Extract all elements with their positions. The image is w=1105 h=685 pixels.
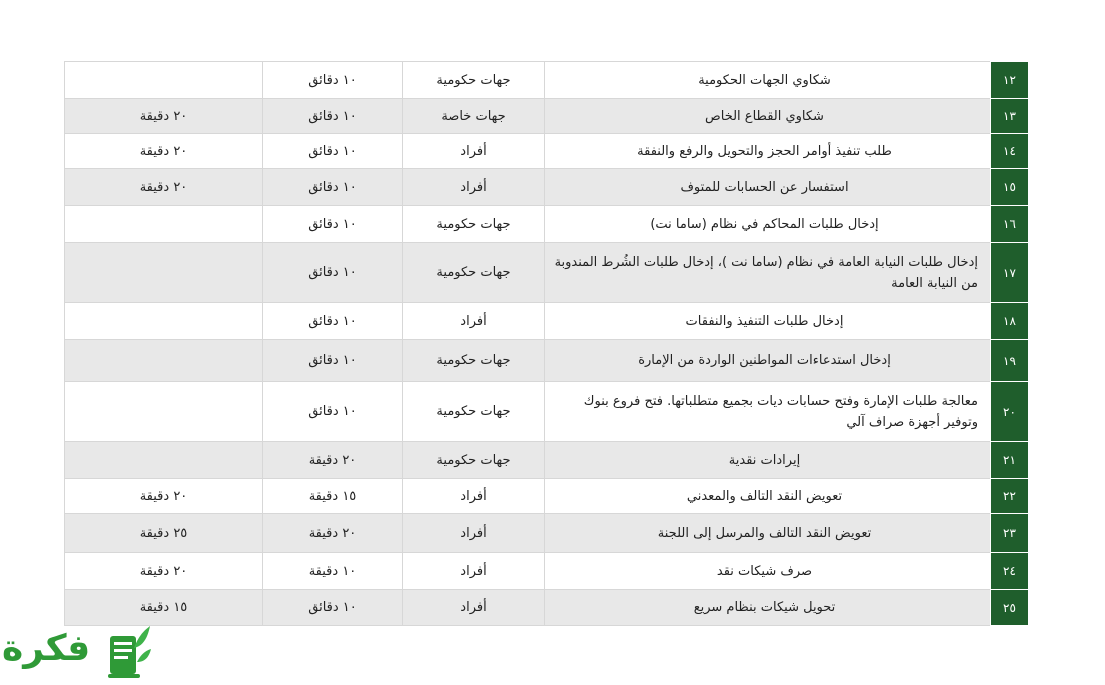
beneficiary-type: أفراد (403, 134, 545, 169)
beneficiary-type: جهات خاصة (403, 99, 545, 134)
table-row (65, 553, 1029, 590)
secondary-time (65, 340, 263, 382)
table-row (65, 62, 1029, 99)
beneficiary-type: أفراد (403, 514, 545, 553)
row-number: ٢١ (991, 442, 1029, 479)
table-row (65, 303, 1029, 340)
service-time: ١٠ دقيقة (263, 553, 403, 590)
service-name: استفسار عن الحسابات للمتوف (545, 169, 991, 206)
beneficiary-type: أفراد (403, 553, 545, 590)
service-name: معالجة طلبات الإمارة وفتح حسابات ديات بجميع متطلباتها. فتح فروع بنوك وتوفير أجهزة صراف آلي (545, 382, 991, 442)
secondary-time: ٢٠ دقيقة (65, 169, 263, 206)
row-number: ١٩ (991, 340, 1029, 382)
beneficiary-type: جهات حكومية (403, 340, 545, 382)
row-number: ١٨ (991, 303, 1029, 340)
secondary-time: ١٥ دقيقة (65, 590, 263, 626)
table-row (65, 340, 1029, 382)
secondary-time (65, 382, 263, 442)
logo-text: فكرة (2, 628, 91, 669)
table-row (65, 514, 1029, 553)
secondary-time (65, 243, 263, 303)
service-name: إدخال طلبات النيابة العامة في نظام (ساما نت )، إدخال طلبات الشُرط المندوبة من النيابة العامة (545, 243, 991, 303)
site-logo (0, 622, 152, 682)
service-name: تعويض النقد التالف والمرسل إلى اللجنة (545, 514, 991, 553)
row-number: ١٤ (991, 134, 1029, 169)
service-time: ١٠ دقائق (263, 243, 403, 303)
beneficiary-type: جهات حكومية (403, 243, 545, 303)
row-number: ٢٤ (991, 553, 1029, 590)
service-name: شكاوي الجهات الحكومية (545, 62, 991, 99)
book-leaf-icon (104, 622, 152, 682)
row-number: ١٦ (991, 206, 1029, 243)
service-name: شكاوي القطاع الخاص (545, 99, 991, 134)
service-name: تعويض النقد التالف والمعدني (545, 479, 991, 514)
service-time: ١٠ دقائق (263, 590, 403, 626)
beneficiary-type: جهات حكومية (403, 442, 545, 479)
service-time: ٢٠ دقيقة (263, 514, 403, 553)
beneficiary-type: أفراد (403, 590, 545, 626)
secondary-time: ٢٠ دقيقة (65, 99, 263, 134)
service-time: ١٠ دقائق (263, 62, 403, 99)
table-row (65, 590, 1029, 626)
service-time: ٢٠ دقيقة (263, 442, 403, 479)
row-number: ٢٢ (991, 479, 1029, 514)
row-number: ٢٣ (991, 514, 1029, 553)
service-name: إدخال استدعاءات المواطنين الواردة من الإمارة (545, 340, 991, 382)
secondary-time: ٢٠ دقيقة (65, 479, 263, 514)
row-number: ١٢ (991, 62, 1029, 99)
beneficiary-type: جهات حكومية (403, 382, 545, 442)
beneficiary-type: جهات حكومية (403, 206, 545, 243)
service-time: ١٠ دقائق (263, 382, 403, 442)
row-number: ١٥ (991, 169, 1029, 206)
service-name: صرف شيكات نقد (545, 553, 991, 590)
service-name: تحويل شيكات بنظام سريع (545, 590, 991, 626)
service-time: ١٥ دقيقة (263, 479, 403, 514)
table-row (65, 99, 1029, 134)
service-time: ١٠ دقائق (263, 99, 403, 134)
row-number: ١٣ (991, 99, 1029, 134)
secondary-time: ٢٠ دقيقة (65, 134, 263, 169)
row-number: ٢٥ (991, 590, 1029, 626)
service-name: طلب تنفيذ أوامر الحجز والتحويل والرفع والنفقة (545, 134, 991, 169)
beneficiary-type: أفراد (403, 479, 545, 514)
service-time: ١٠ دقائق (263, 169, 403, 206)
row-number: ١٧ (991, 243, 1029, 303)
table-row (65, 134, 1029, 169)
table-row (65, 442, 1029, 479)
services-table-body (65, 62, 1029, 626)
service-time: ١٠ دقائق (263, 206, 403, 243)
table-row (65, 206, 1029, 243)
secondary-time (65, 303, 263, 340)
beneficiary-type: أفراد (403, 169, 545, 206)
table-row (65, 243, 1029, 303)
secondary-time (65, 442, 263, 479)
table-row (65, 479, 1029, 514)
beneficiary-type: جهات حكومية (403, 62, 545, 99)
row-number: ٢٠ (991, 382, 1029, 442)
service-name: إدخال طلبات التنفيذ والنفقات (545, 303, 991, 340)
secondary-time (65, 62, 263, 99)
secondary-time: ٢٥ دقيقة (65, 514, 263, 553)
service-time: ١٠ دقائق (263, 303, 403, 340)
service-name: إدخال طلبات المحاكم في نظام (ساما نت) (545, 206, 991, 243)
services-table (64, 61, 1029, 626)
secondary-time: ٢٠ دقيقة (65, 553, 263, 590)
service-time: ١٠ دقائق (263, 340, 403, 382)
service-name: إيرادات نقدية (545, 442, 991, 479)
secondary-time (65, 206, 263, 243)
beneficiary-type: أفراد (403, 303, 545, 340)
service-time: ١٠ دقائق (263, 134, 403, 169)
table-row (65, 382, 1029, 442)
table-row (65, 169, 1029, 206)
